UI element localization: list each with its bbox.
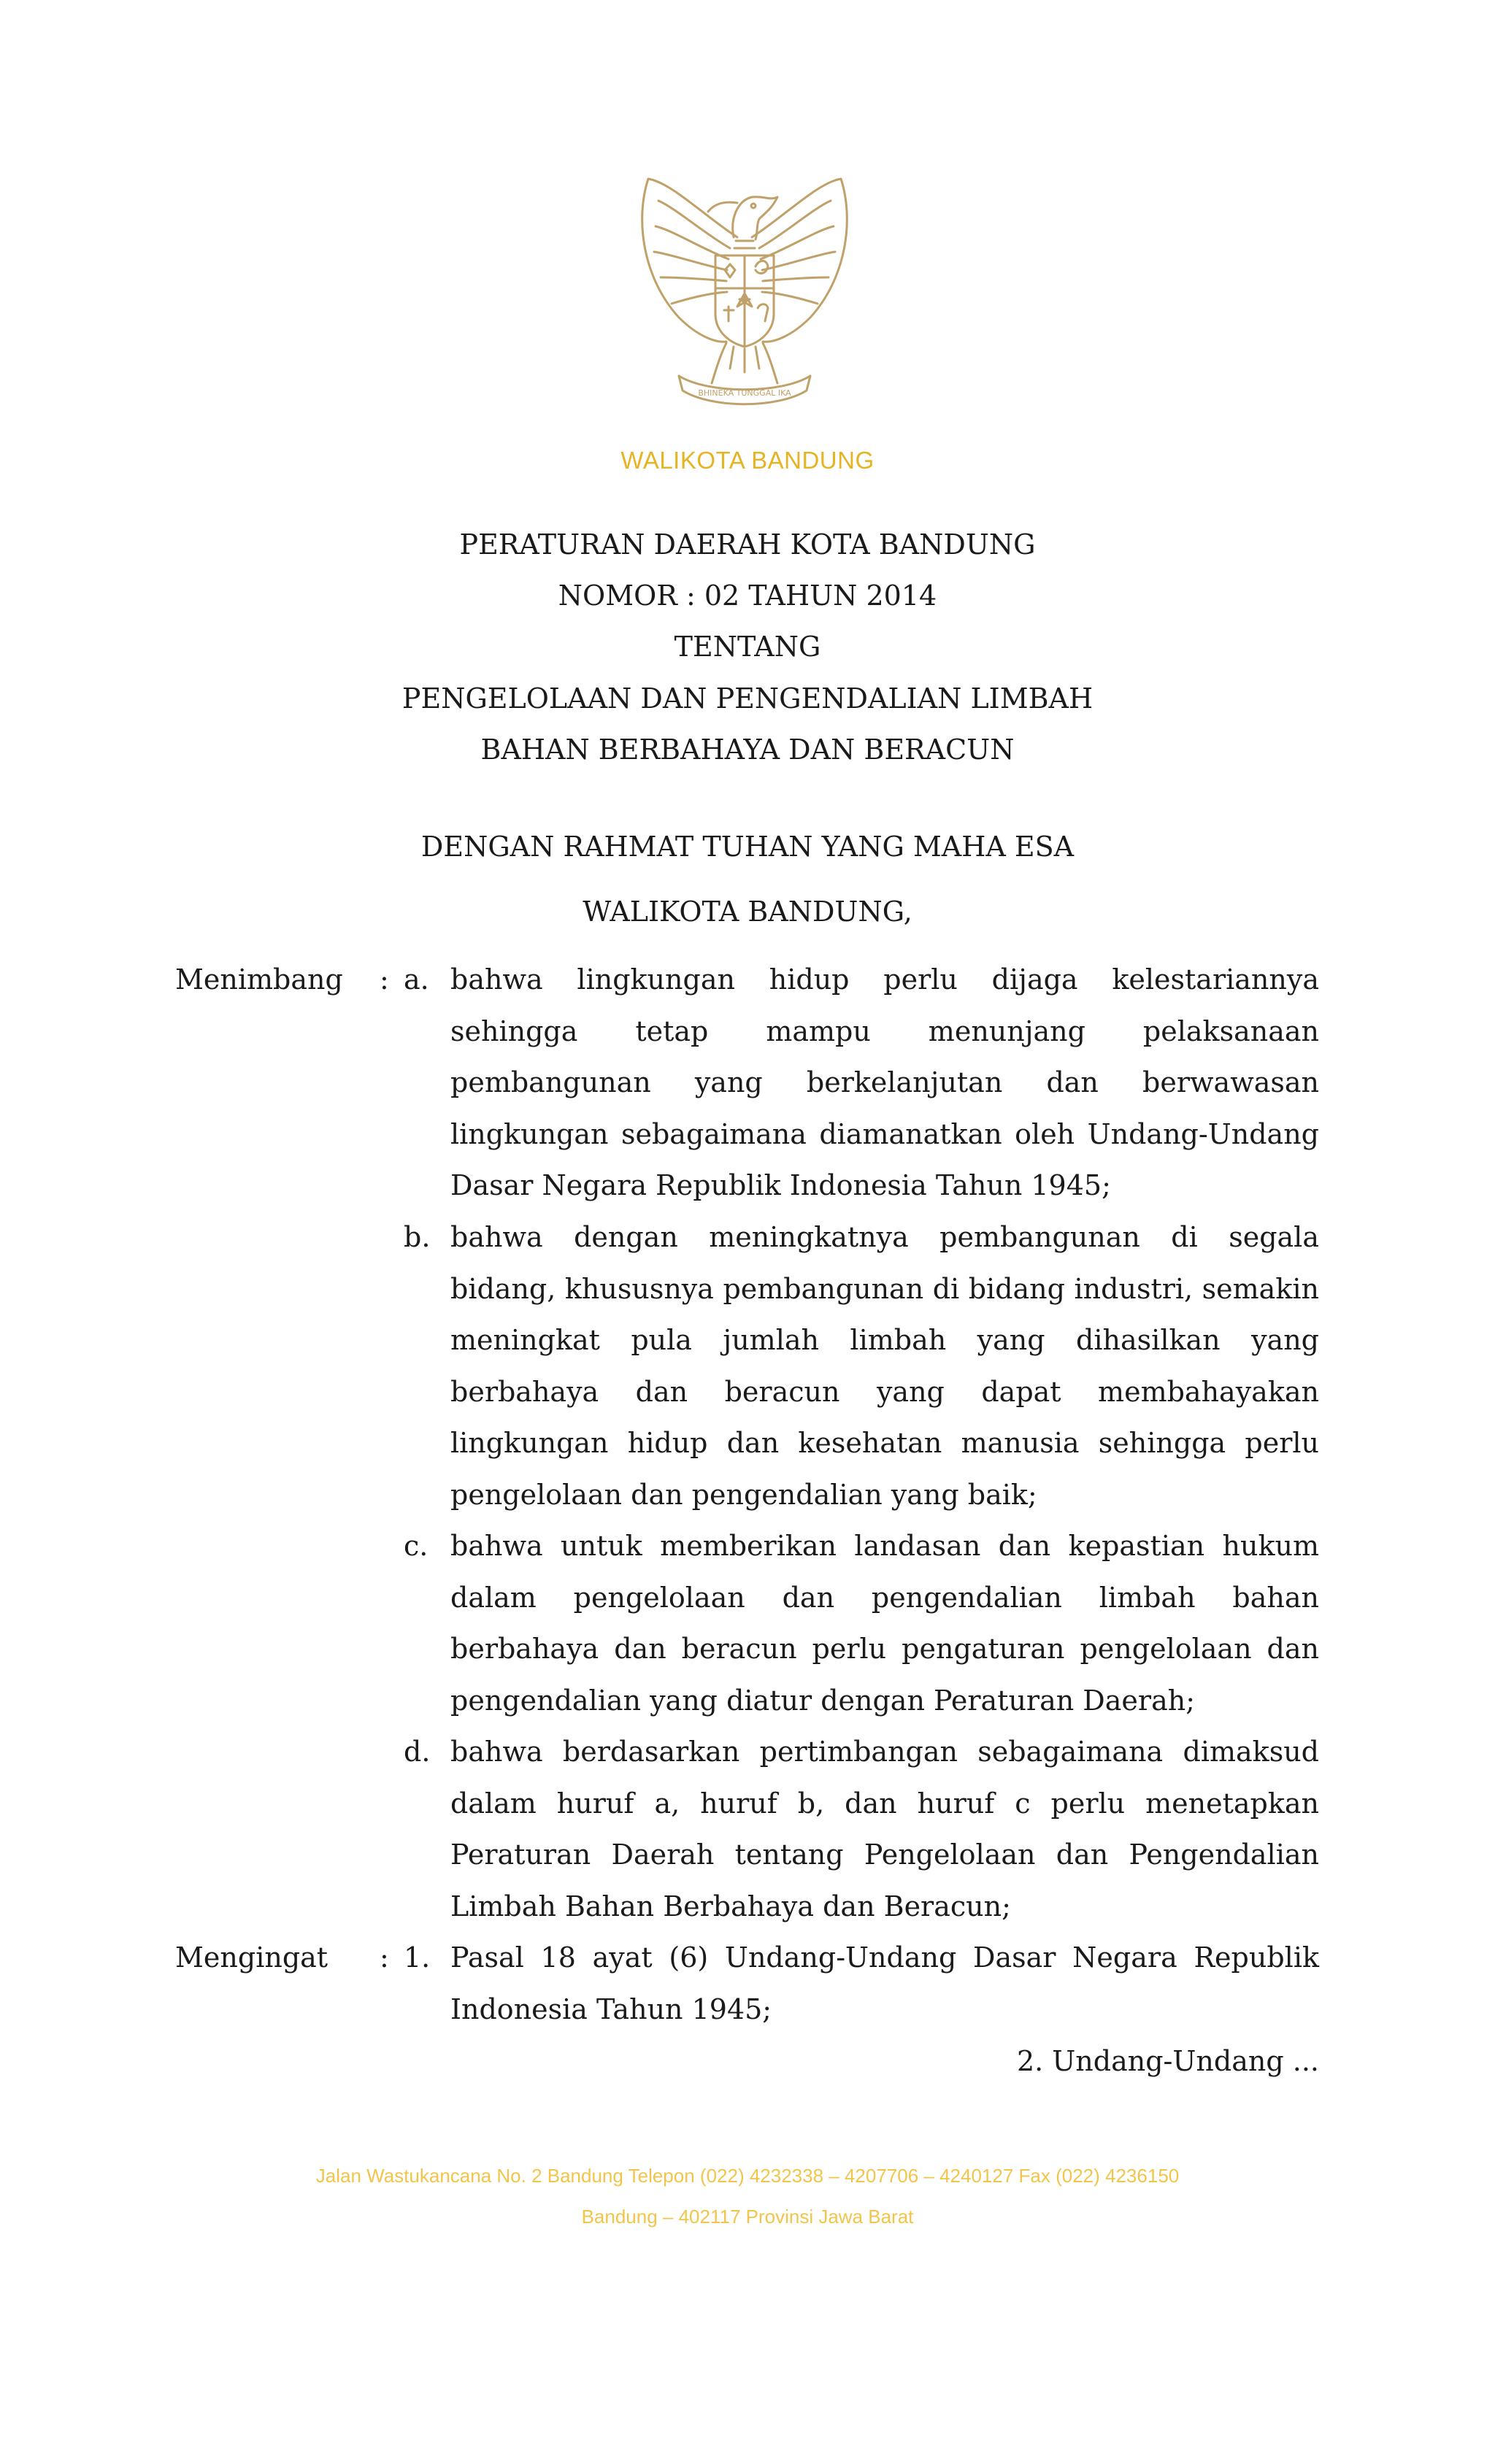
preamble-invocation: DENGAN RAHMAT TUHAN YANG MAHA ESA (420, 831, 1075, 863)
mengingat-label: Mengingat (175, 1941, 328, 1974)
menimbang-item-d: bahwa berdasarkan pertimbangan sebagaimana dimaksud dalam huruf a, huruf b, dan huruf c perlu menetapkan Peraturan Daerah tentang Pengelolaan dan Pengendalian Limbah Bahan Berbahaya dan Beracun; (450, 1736, 1319, 1922)
menimbang-marker-d: d. (404, 1736, 431, 1768)
regulation-subject-line-2: BAHAN BERBAHAYA DAN BERACUN (480, 734, 1015, 766)
svg-text:BHINEKA TUNGGAL IKA: BHINEKA TUNGGAL IKA (698, 388, 791, 398)
mengingat-item-1: Pasal 18 ayat (6) Undang-Undang Dasar Negara Republik Indonesia Tahun 1945; (450, 1941, 1319, 2025)
menimbang-label: Menimbang (175, 963, 343, 996)
mengingat-colon: : (380, 1941, 389, 1974)
menimbang-item-c: bahwa untuk memberikan landasan dan kepastian hukum dalam pengelolaan dan pengendalian limbah bahan berbahaya dan beracun perlu pengaturan pengelolaan dan pengendalian yang diatur dengan Peraturan Daerah; (450, 1530, 1319, 1717)
garuda-emblem-icon (628, 168, 861, 416)
menimbang-colon: : (380, 963, 389, 996)
regulation-subject-line-1: PENGELOLAAN DAN PENGENDALIAN LIMBAH (401, 682, 1094, 715)
footer-address: Jalan Wastukancana No. 2 Bandung Telepon (022) 4232338 – 4207706 – 4240127 Fax (022) 4236150 (315, 2165, 1180, 2187)
office-heading: WALIKOTA BANDUNG (620, 447, 875, 474)
regulation-number: NOMOR : 02 TAHUN 2014 (558, 580, 937, 612)
mengingat-marker-1: 1. (404, 1941, 431, 1974)
regulation-title: PERATURAN DAERAH KOTA BANDUNG (459, 528, 1036, 561)
menimbang-item-b: bahwa dengan meningkatnya pembangunan di segala bidang, khususnya pembangunan di bidang industri, semakin meningkat pula jumlah limbah yang dihasilkan yang berbahaya dan beracun yang dapat membahayakan lingkungan hidup dan kesehatan manusia sehingga perlu pengelolaan dan pengendalian yang baik; (450, 1221, 1319, 1511)
footer-city: Bandung – 402117 Provinsi Jawa Barat (581, 2206, 914, 2228)
menimbang-marker-c: c. (404, 1530, 428, 1562)
menimbang-marker-b: b. (404, 1221, 431, 1253)
menimbang-marker-a: a. (404, 963, 429, 996)
page-continuation: 2. Undang-Undang ... (1016, 2045, 1319, 2077)
menimbang-item-a: bahwa lingkungan hidup perlu dijaga kelestariannya sehingga tetap mampu menunjang pelaksanaan pembangunan yang berkelanjutan dan berwawasan lingkungan sebagaimana diamanatkan oleh Undang-Undang Dasar Negara Republik Indonesia Tahun 1945; (450, 963, 1319, 1201)
preamble-mayor: WALIKOTA BANDUNG, (583, 896, 912, 928)
regulation-about: TENTANG (674, 631, 821, 663)
